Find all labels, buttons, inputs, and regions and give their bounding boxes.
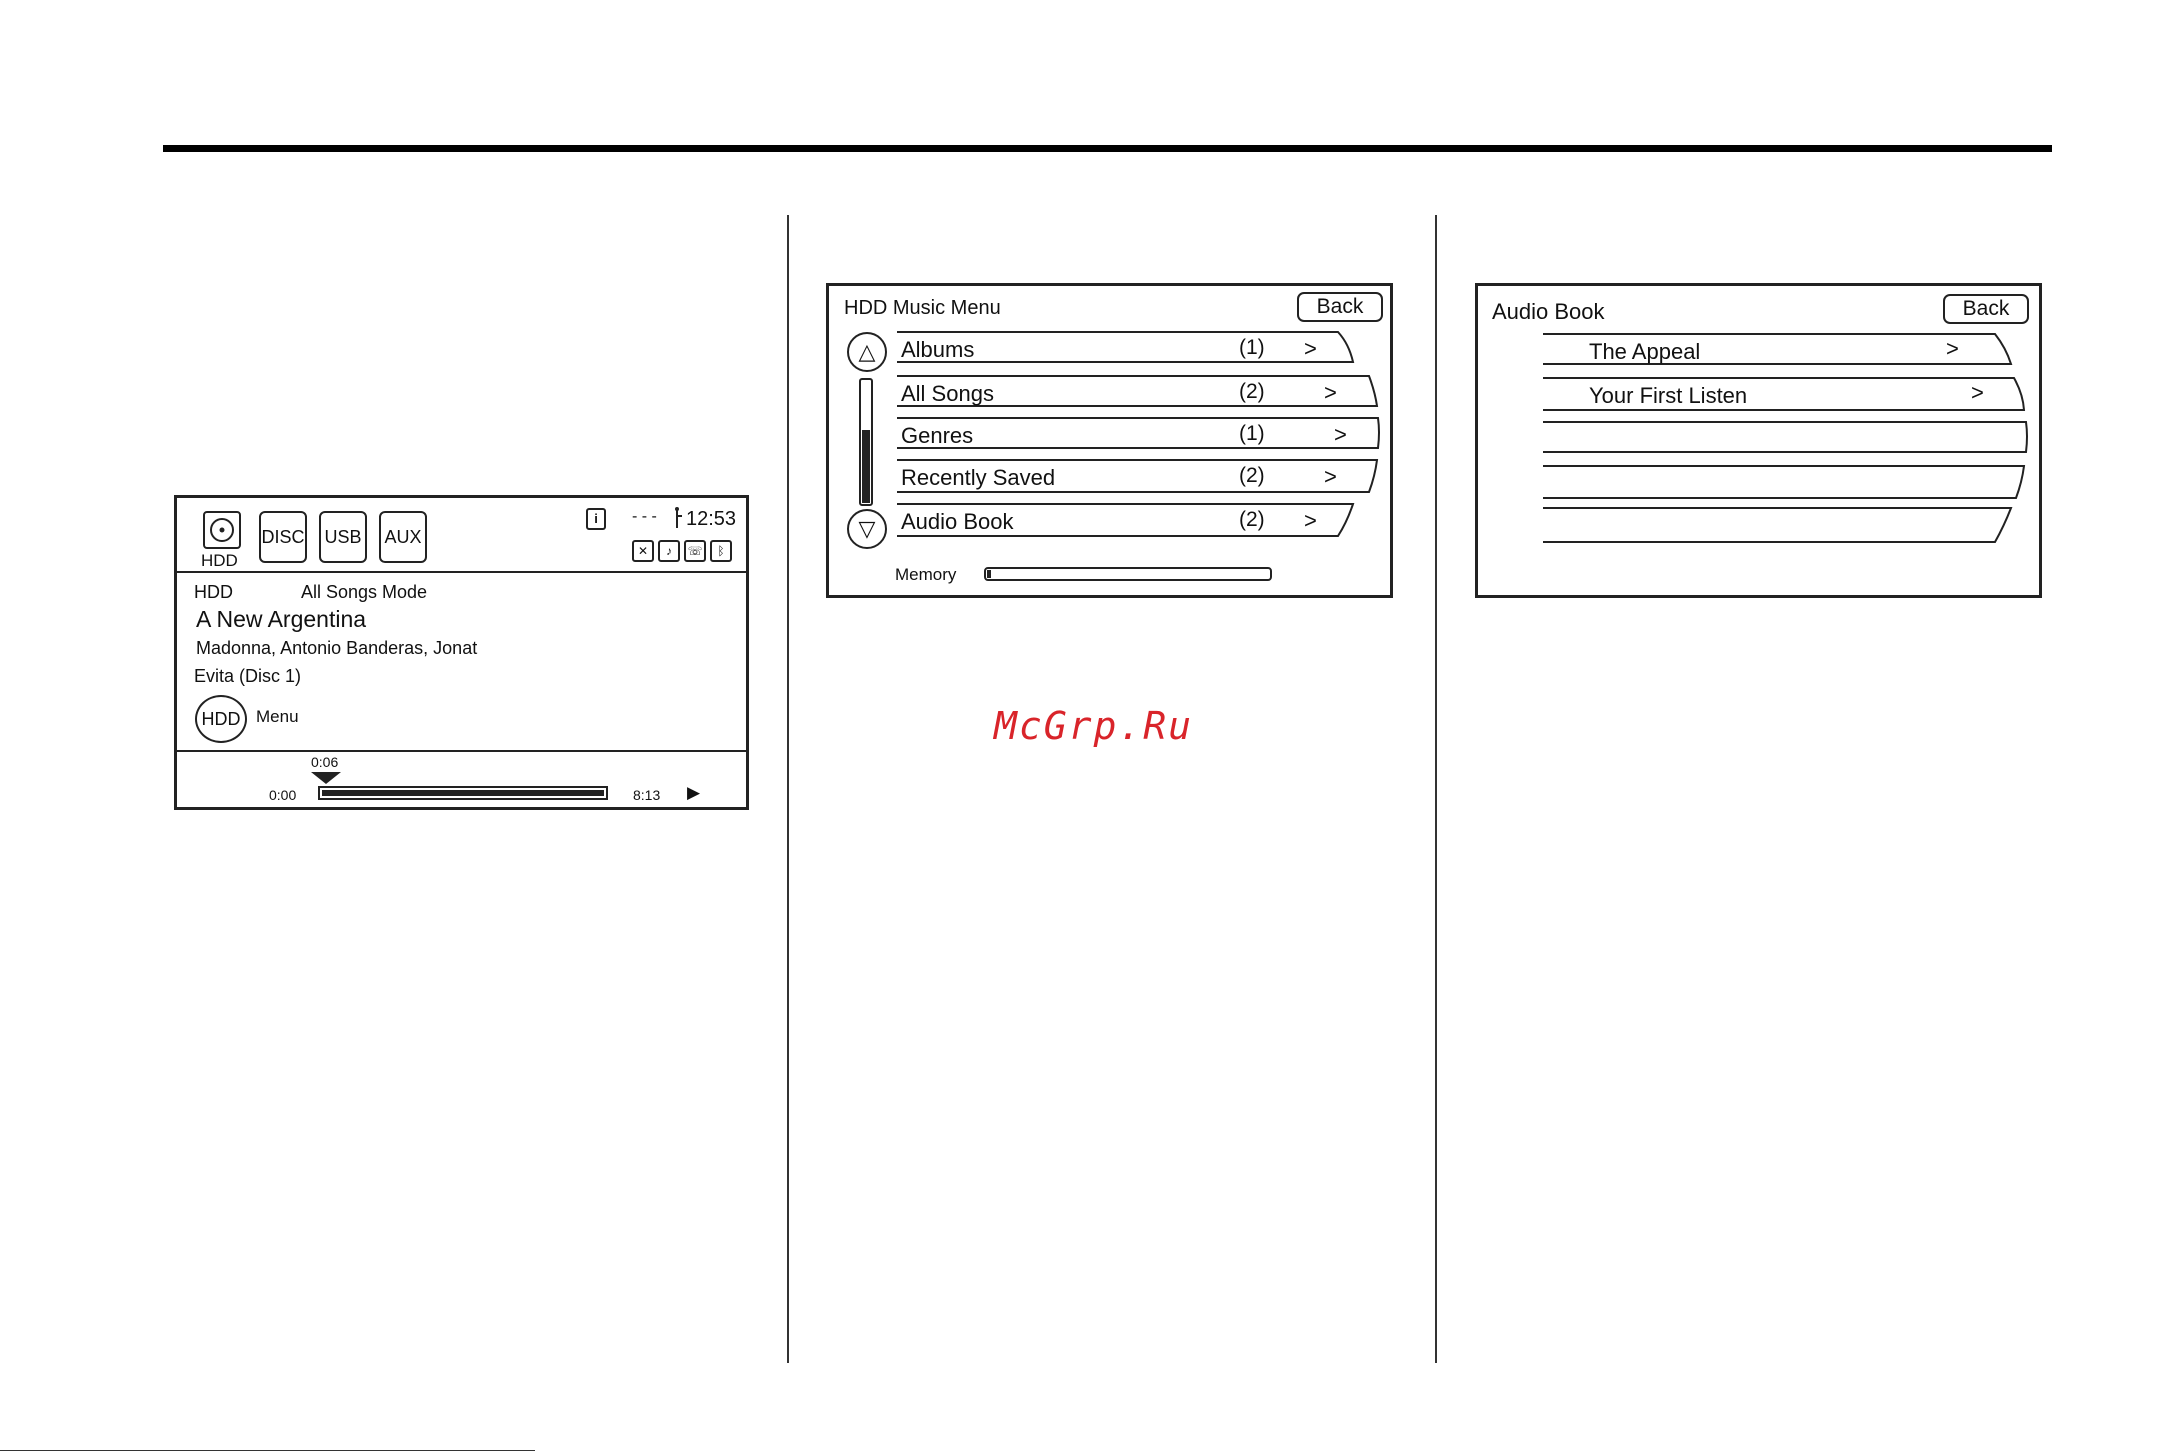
back-button[interactable]: Back (1297, 292, 1383, 322)
chevron-right-icon: > (1324, 380, 1337, 405)
memory-bar (984, 567, 1272, 581)
hdd-source-label: HDD (201, 551, 238, 570)
hdd-menu-button[interactable]: HDD (195, 695, 247, 743)
top-rule (163, 145, 2052, 152)
playhead-marker-icon (311, 772, 341, 784)
artist: Madonna, Antonio Banderas, Jonat (196, 638, 478, 658)
progress-divider (177, 750, 746, 752)
back-button[interactable]: Back (1943, 294, 2029, 324)
chevron-right-icon: > (1324, 464, 1337, 489)
audio-book-title: Audio Book (1492, 299, 1605, 324)
status-source: HDD (194, 582, 233, 602)
menu-item-genres[interactable] (901, 420, 1371, 450)
menu-item-count: (2) (1239, 380, 1265, 403)
status-icons (632, 540, 732, 562)
memory-label: Memory (895, 565, 957, 584)
scroll-up-button[interactable]: △ (847, 332, 887, 372)
menu-title: HDD Music Menu (844, 297, 1001, 319)
audio-book-item-the-appeal[interactable] (1543, 336, 2008, 366)
audio-book-empty-row (1543, 424, 2023, 452)
chevron-right-icon: > (1304, 508, 1317, 533)
progress-bar[interactable] (318, 786, 608, 800)
menu-item-audio-book[interactable] (901, 506, 1341, 536)
menu-item-count: (1) (1239, 336, 1265, 359)
chevron-right-icon: > (1334, 422, 1347, 447)
mute-icon: ✕ (632, 540, 654, 562)
menu-item-recently-saved[interactable] (901, 462, 1361, 492)
start-time: 0:00 (269, 787, 297, 803)
aux-source-button[interactable]: AUX (379, 511, 427, 563)
menu-item-label: Genres (901, 423, 974, 448)
audio-book-item-your-first-listen[interactable] (1543, 380, 2021, 410)
disc-icon (208, 516, 236, 544)
menu-item-albums[interactable] (901, 334, 1341, 364)
menu-item-all-songs[interactable] (901, 378, 1361, 408)
menu-item-label: All Songs (901, 381, 994, 406)
chevron-right-icon: > (1946, 336, 1959, 361)
menu-item-label: Audio Book (901, 509, 1014, 534)
usb-source-button[interactable]: USB (319, 511, 367, 563)
column-divider (1435, 215, 1437, 1363)
scroll-down-button[interactable]: ▽ (847, 509, 887, 549)
end-time: 8:13 (633, 787, 661, 803)
audio-book-empty-row (1543, 468, 2018, 496)
column-divider (787, 215, 789, 1363)
chevron-right-icon: > (1971, 380, 1984, 405)
song-title: A New Argentina (196, 606, 367, 632)
play-icon[interactable]: ▶ (687, 783, 701, 802)
clock-prefix: - - - (632, 508, 657, 525)
info-icon[interactable]: i (586, 508, 606, 530)
menu-item-count: (1) (1239, 422, 1265, 445)
hdd-music-menu-screen (826, 283, 1393, 598)
current-time: 0:06 (311, 754, 339, 770)
phone-icon: ☏ (684, 540, 706, 562)
album: Evita (Disc 1) (194, 666, 302, 686)
menu-label: Menu (256, 707, 299, 726)
disc-source-button[interactable]: DISC (259, 511, 307, 563)
audio-book-item-label: Your First Listen (1589, 383, 1748, 408)
audio-book-screen (1475, 283, 2042, 598)
tone-icon: ♪ (658, 540, 680, 562)
hdd-source-button[interactable] (203, 511, 241, 549)
header-divider (177, 571, 746, 573)
audio-book-item-label: The Appeal (1589, 339, 1701, 364)
play-mode: All Songs Mode (301, 582, 428, 602)
menu-item-count: (2) (1239, 508, 1265, 531)
chevron-right-icon: > (1304, 336, 1317, 361)
menu-item-count: (2) (1239, 464, 1265, 487)
signal-icon (671, 506, 683, 530)
clock: 12:53 (686, 508, 737, 530)
menu-item-label: Recently Saved (901, 465, 1056, 490)
bluetooth-icon: ᛒ (710, 540, 732, 562)
audio-book-empty-row (1543, 510, 2003, 540)
watermark: McGrp.Ru (994, 704, 1194, 748)
menu-item-label: Albums (901, 337, 975, 362)
hdd-player-screen (174, 495, 749, 810)
